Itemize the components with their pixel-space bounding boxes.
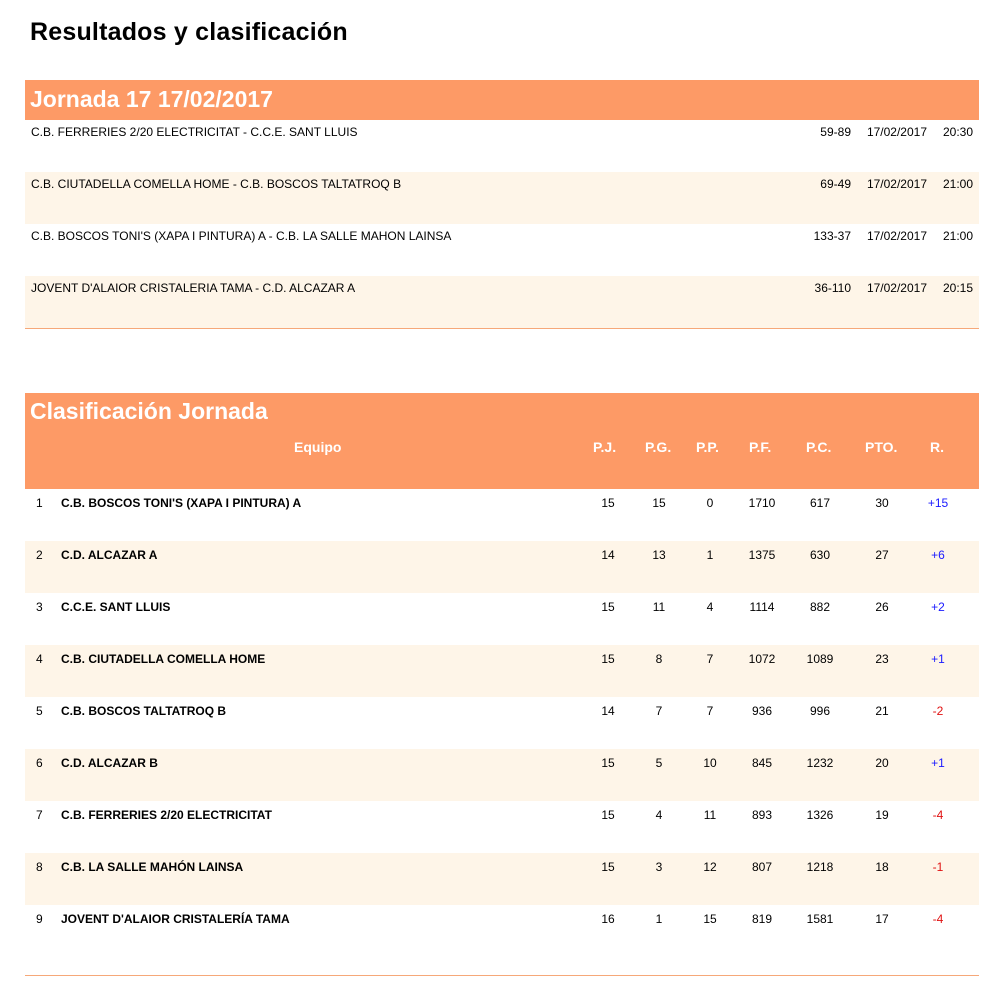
standings-title: Clasificación Jornada	[30, 398, 268, 424]
cell-rank-change: +15	[927, 496, 949, 510]
cell-pto: 18	[875, 860, 889, 874]
standings-header	[25, 393, 979, 489]
match-score: 59-89	[820, 125, 851, 139]
cell-team: JOVENT D'ALAIOR CRISTALERÍA TAMA	[61, 912, 290, 926]
cell-pf: 893	[751, 808, 773, 822]
col-header-pp: P.P.	[696, 439, 719, 455]
page-title: Resultados y clasificación	[30, 18, 348, 46]
cell-pp: 7	[706, 704, 714, 718]
cell-position: 5	[36, 704, 43, 718]
cell-team: C.D. ALCAZAR A	[61, 548, 158, 562]
cell-team: C.B. CIUTADELLA COMELLA HOME	[61, 652, 266, 666]
col-header-r: R.	[930, 439, 944, 455]
cell-pg: 4	[655, 808, 663, 822]
cell-pc: 1326	[806, 808, 834, 822]
cell-rank-change: -2	[932, 704, 944, 718]
cell-rank-change: +2	[931, 600, 945, 614]
col-header-pf: P.F.	[749, 439, 772, 455]
cell-pto: 27	[875, 548, 889, 562]
cell-pj: 15	[601, 860, 615, 874]
cell-rank-change: +1	[931, 756, 945, 770]
cell-pp: 4	[706, 600, 714, 614]
cell-pf: 936	[751, 704, 773, 718]
col-header-pc: P.C.	[806, 439, 832, 455]
cell-position: 8	[36, 860, 43, 874]
cell-pp: 1	[706, 548, 714, 562]
match-teams: JOVENT D'ALAIOR CRISTALERIA TAMA - C.D. ALCAZAR A	[31, 281, 356, 295]
cell-pc: 1218	[806, 860, 834, 874]
cell-pp: 15	[703, 912, 717, 926]
cell-pj: 15	[601, 652, 615, 666]
cell-pp: 10	[703, 756, 717, 770]
table-row	[25, 905, 979, 957]
cell-pg: 1	[655, 912, 663, 926]
match-row	[25, 120, 979, 172]
cell-pf: 1710	[748, 496, 776, 510]
cell-team: C.B. LA SALLE MAHÓN LAINSA	[61, 860, 244, 874]
cell-pc: 1089	[806, 652, 834, 666]
col-header-pg: P.G.	[645, 439, 672, 455]
match-time: 21:00	[942, 177, 973, 191]
cell-team: C.C.E. SANT LLUIS	[61, 600, 171, 614]
cell-pc: 630	[809, 548, 831, 562]
cell-position: 9	[36, 912, 43, 926]
match-date: 17/02/2017	[866, 229, 927, 243]
match-row	[25, 276, 979, 328]
match-date: 17/02/2017	[866, 125, 927, 139]
cell-pg: 15	[652, 496, 666, 510]
table-row	[25, 645, 979, 697]
cell-pj: 14	[601, 548, 615, 562]
cell-pj: 15	[601, 808, 615, 822]
cell-pto: 23	[875, 652, 889, 666]
match-teams: C.B. BOSCOS TONI'S (XAPA I PINTURA) A - C.B. LA SALLE MAHON LAINSA	[31, 229, 452, 243]
match-row	[25, 172, 979, 224]
match-score: 133-37	[813, 229, 851, 243]
match-row	[25, 224, 979, 276]
cell-pj: 15	[601, 496, 615, 510]
match-time: 21:00	[942, 229, 973, 243]
jornada-header: Jornada 17 17/02/2017	[25, 80, 979, 120]
cell-pf: 1114	[749, 600, 775, 614]
cell-pc: 617	[809, 496, 831, 510]
match-score: 69-49	[820, 177, 851, 191]
cell-pto: 20	[875, 756, 889, 770]
cell-pc: 882	[809, 600, 831, 614]
cell-pto: 17	[875, 912, 889, 926]
cell-pp: 0	[706, 496, 714, 510]
cell-pf: 1375	[748, 548, 776, 562]
cell-pg: 11	[652, 600, 666, 614]
cell-pf: 819	[751, 912, 773, 926]
table-row	[25, 749, 979, 801]
table-row	[25, 541, 979, 593]
cell-pg: 8	[655, 652, 663, 666]
cell-position: 6	[36, 756, 43, 770]
cell-pj: 16	[601, 912, 615, 926]
col-header-pto: PTO.	[865, 439, 898, 455]
cell-rank-change: -4	[932, 808, 944, 822]
cell-pg: 5	[655, 756, 663, 770]
cell-position: 7	[36, 808, 43, 822]
section-divider	[25, 328, 979, 329]
cell-pp: 11	[703, 808, 717, 822]
cell-pto: 21	[875, 704, 889, 718]
cell-team: C.D. ALCAZAR B	[61, 756, 158, 770]
cell-pg: 7	[655, 704, 663, 718]
cell-pto: 30	[875, 496, 889, 510]
cell-pc: 1581	[806, 912, 834, 926]
cell-team: C.B. FERRERIES 2/20 ELECTRICITAT	[61, 808, 272, 822]
col-header-team: Equipo	[294, 439, 342, 455]
cell-pg: 3	[655, 860, 663, 874]
match-teams: C.B. CIUTADELLA COMELLA HOME - C.B. BOSCOS TALTATROQ B	[31, 177, 402, 191]
col-header-pj: P.J.	[593, 439, 617, 455]
cell-position: 1	[36, 496, 43, 510]
table-row	[25, 697, 979, 749]
cell-pto: 19	[875, 808, 889, 822]
table-row	[25, 489, 979, 541]
cell-pp: 7	[706, 652, 714, 666]
table-row	[25, 593, 979, 645]
match-date: 17/02/2017	[866, 281, 927, 295]
cell-pj: 14	[601, 704, 615, 718]
cell-pj: 15	[601, 600, 615, 614]
match-list	[25, 120, 979, 328]
match-teams: C.B. FERRERIES 2/20 ELECTRICITAT - C.C.E. SANT LLUIS	[31, 125, 358, 139]
cell-rank-change: -4	[932, 912, 944, 926]
bottom-divider	[25, 975, 979, 976]
table-row	[25, 801, 979, 853]
cell-pf: 807	[751, 860, 773, 874]
cell-pg: 13	[652, 548, 666, 562]
cell-pf: 845	[751, 756, 773, 770]
cell-position: 3	[36, 600, 43, 614]
cell-pc: 996	[809, 704, 831, 718]
cell-position: 4	[36, 652, 43, 666]
cell-pc: 1232	[806, 756, 834, 770]
match-time: 20:15	[942, 281, 973, 295]
cell-pf: 1072	[748, 652, 776, 666]
match-time: 20:30	[942, 125, 973, 139]
cell-pj: 15	[601, 756, 615, 770]
cell-team: C.B. BOSCOS TONI'S (XAPA I PINTURA) A	[61, 496, 302, 510]
cell-team: C.B. BOSCOS TALTATROQ B	[61, 704, 227, 718]
cell-pto: 26	[875, 600, 889, 614]
table-row	[25, 853, 979, 905]
standings-table	[25, 489, 979, 957]
cell-rank-change: +1	[931, 652, 945, 666]
cell-pp: 12	[703, 860, 717, 874]
match-date: 17/02/2017	[866, 177, 927, 191]
cell-position: 2	[36, 548, 43, 562]
cell-rank-change: +6	[931, 548, 945, 562]
match-score: 36-110	[814, 281, 851, 295]
cell-rank-change: -1	[932, 860, 944, 874]
